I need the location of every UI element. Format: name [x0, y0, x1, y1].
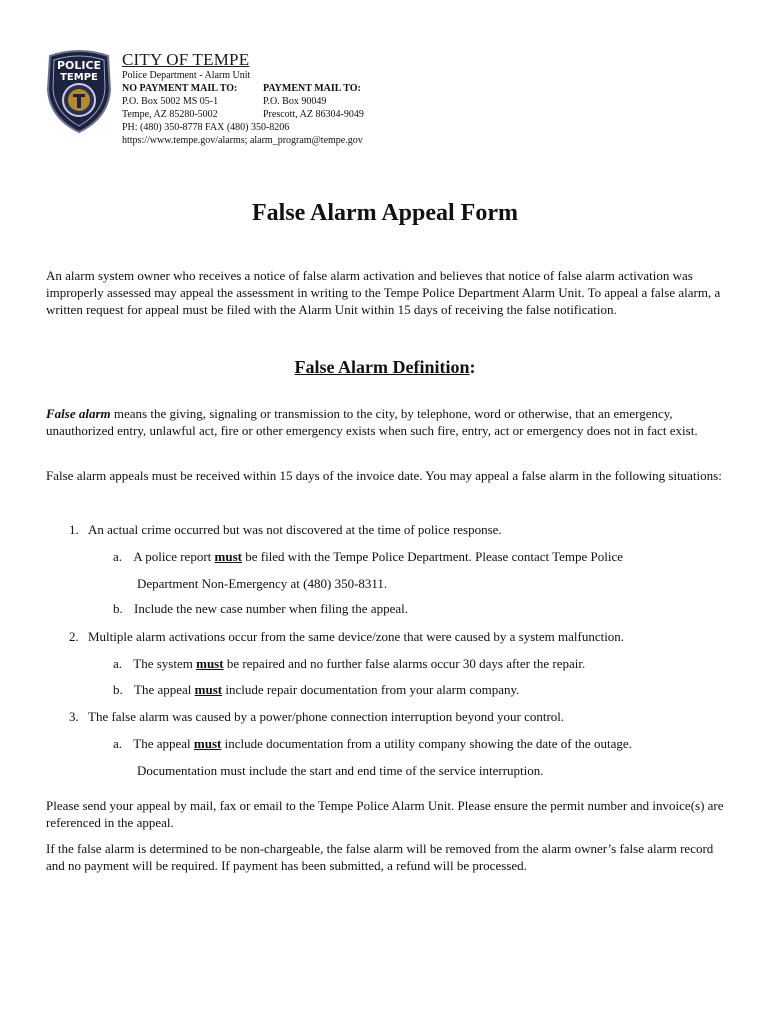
sub-text: include documentation from a utility company showing the date of the outage. [221, 736, 632, 751]
sub-letter: b. [113, 682, 123, 697]
letterhead [122, 50, 364, 147]
payment-line-2: Prescott, AZ 86304-9049 [263, 109, 364, 120]
no-payment-heading: NO PAYMENT MAIL TO: [122, 83, 238, 94]
sub-text: The appeal [133, 736, 194, 751]
definition-paragraph [46, 405, 726, 439]
sub-item-3a-cont: Documentation must include the start and end time of the service interruption. [137, 763, 544, 778]
definition-text: means the giving, signaling or transmission to the city, by telephone, word or otherwise, that an emergency, unauthorized entry, unlawful act, fire or other emergency exists when such fire, entry, act or emergency does not in fact exist. [46, 406, 698, 438]
sub-letter: a. [113, 736, 123, 751]
definition-heading [0, 357, 770, 378]
no-payment-line-2: Tempe, AZ 85280-5002 [122, 109, 218, 120]
send-instructions: Please send your appeal by mail, fax or email to the Tempe Police Alarm Unit. Please ensure the permit number and invoice(s) are referenced in the appeal. [46, 798, 724, 830]
list-number: 1. [69, 522, 79, 537]
sub-item-2a [113, 655, 585, 672]
definition-heading-text: False Alarm Definition [294, 357, 470, 377]
list-text: Multiple alarm activations occur from the same device/zone that were caused by a system malfunction. [88, 629, 625, 644]
must-emphasis: must [193, 736, 222, 751]
intro-paragraph: An alarm system owner who receives a notice of false alarm activation and believes that notice of false alarm activation was improperly assessed may appeal the assessment in writing to the Tempe Police Department Alarm Unit. To appeal a false alarm, a written request for appeal must be filed with the Alarm Unit within 15 days of receiving the false notification. [46, 268, 721, 317]
sub-text: be repaired and no further false alarms occur 30 days after the repair. [223, 656, 586, 671]
sub-letter: a. [113, 549, 123, 564]
sub-item-1a [113, 548, 623, 565]
sub-text: A police report [133, 549, 215, 564]
definition-term: False alarm [46, 406, 111, 421]
list-number: 2. [69, 629, 79, 644]
list-text: The false alarm was caused by a power/phone connection interruption beyond your control. [88, 709, 565, 724]
badge-text-bottom: TEMPE [60, 72, 98, 83]
sub-item-1b [113, 600, 408, 617]
sub-text: The appeal [134, 682, 195, 697]
result-paragraph: If the false alarm is determined to be non-chargeable, the false alarm will be removed from the alarm owner’s false alarm record and no payment will be required. If payment has been submitted, a refund will be processed. [46, 841, 714, 873]
payment-heading: PAYMENT MAIL TO: [263, 83, 361, 94]
list-item-2 [69, 628, 624, 645]
city-name: CITY OF TEMPE [122, 50, 250, 69]
appeal-intro: False alarm appeals must be received within 15 days of the invoice date. You may appeal a false alarm in the following situations: [46, 468, 722, 483]
definition-heading-colon: : [469, 357, 476, 377]
page-title: False Alarm Appeal Form [252, 200, 518, 226]
phone-fax: PH: (480) 350-8778 FAX (480) 350-8206 [122, 122, 290, 133]
badge-text-top: POLICE [56, 59, 102, 72]
no-payment-line-1: P.O. Box 5002 MS 05-1 [122, 96, 219, 107]
sub-text: Include the new case number when filing the appeal. [134, 601, 408, 616]
sub-item-2b [113, 681, 519, 698]
payment-line-1: P.O. Box 90049 [263, 96, 327, 107]
sub-text: The system [133, 656, 197, 671]
sub-letter: b. [113, 601, 123, 616]
list-item-1 [69, 521, 502, 538]
department-name: Police Department - Alarm Unit [122, 70, 251, 81]
payment-address [263, 82, 364, 121]
list-number: 3. [69, 709, 79, 724]
list-text: An actual crime occurred but was not discovered at the time of police response. [88, 522, 502, 537]
list-item-3 [69, 708, 564, 725]
must-emphasis: must [196, 656, 224, 671]
must-emphasis: must [214, 549, 242, 564]
sub-letter: a. [113, 656, 123, 671]
sub-item-1a-cont: Department Non-Emergency at (480) 350-8311. [137, 576, 388, 591]
web-email[interactable]: https://www.tempe.gov/alarms; alarm_program@tempe.gov [122, 135, 363, 146]
must-emphasis: must [194, 682, 223, 697]
no-payment-address [122, 82, 263, 121]
sub-text: be filed with the Tempe Police Department. Please contact Tempe Police [241, 549, 624, 564]
sub-item-3a [113, 735, 632, 752]
police-badge-logo [44, 48, 114, 134]
sub-text: include repair documentation from your alarm company. [222, 682, 520, 697]
